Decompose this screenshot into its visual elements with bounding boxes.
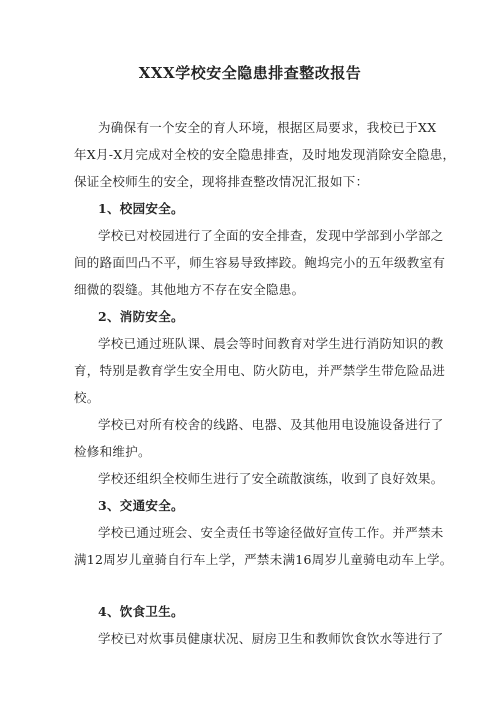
report-title: XXX学校安全隐患排查整改报告 bbox=[138, 64, 362, 82]
fire-line-4: 学校已对所有校舍的线路、电器、及其他用电设施设备进行了 bbox=[98, 417, 444, 432]
section-heading-fire-safety: 2、消防安全。 bbox=[98, 309, 184, 324]
campus-line-1: 学校已对校园进行了全面的安全排查，发现中学部到小学部之 bbox=[98, 228, 444, 243]
intro-line-1: 为确保有一个安全的育人环境，根据区局要求，我校已于XX bbox=[98, 120, 437, 135]
section-heading-traffic-safety: 3、交通安全。 bbox=[98, 498, 184, 513]
campus-line-2: 间的路面凹凸不平，师生容易导致摔跤。鲍坞完小的五年级教室有 bbox=[74, 255, 446, 270]
section-heading-campus-safety: 1、校园安全。 bbox=[98, 201, 184, 216]
fire-line-5: 检修和维护。 bbox=[74, 444, 151, 459]
food-line-1: 学校已对炊事员健康状况、厨房卫生和教师饮食饮水等进行了 bbox=[98, 631, 444, 646]
traffic-line-1: 学校已通过班会、安全责任书等途径做好宣传工作。并严禁未 bbox=[98, 525, 444, 540]
fire-line-6: 学校还组织全校师生进行了安全疏散演练，收到了良好效果。 bbox=[98, 471, 444, 486]
campus-line-3: 细微的裂缝。其他地方不存在安全隐患。 bbox=[74, 282, 305, 297]
section-heading-food-hygiene: 4、饮食卫生。 bbox=[98, 604, 184, 619]
fire-line-3: 校。 bbox=[74, 390, 100, 405]
traffic-line-2: 满12周岁儿童骑自行车上学，严禁未满16周岁儿童骑电动车上学。 bbox=[74, 552, 453, 567]
fire-line-1: 学校已通过班队课、晨会等时间教育对学生进行消防知识的教 bbox=[98, 336, 444, 351]
intro-line-2: 年X月-X月完成对全校的安全隐患排查，及时地发现消除安全隐患， bbox=[74, 147, 456, 162]
intro-line-3: 保证全校师生的安全，现将排查整改情况汇报如下： bbox=[74, 174, 369, 189]
fire-line-2: 育，特别是教育学生安全用电、防火防电，并严禁学生带危险品进 bbox=[74, 363, 446, 378]
